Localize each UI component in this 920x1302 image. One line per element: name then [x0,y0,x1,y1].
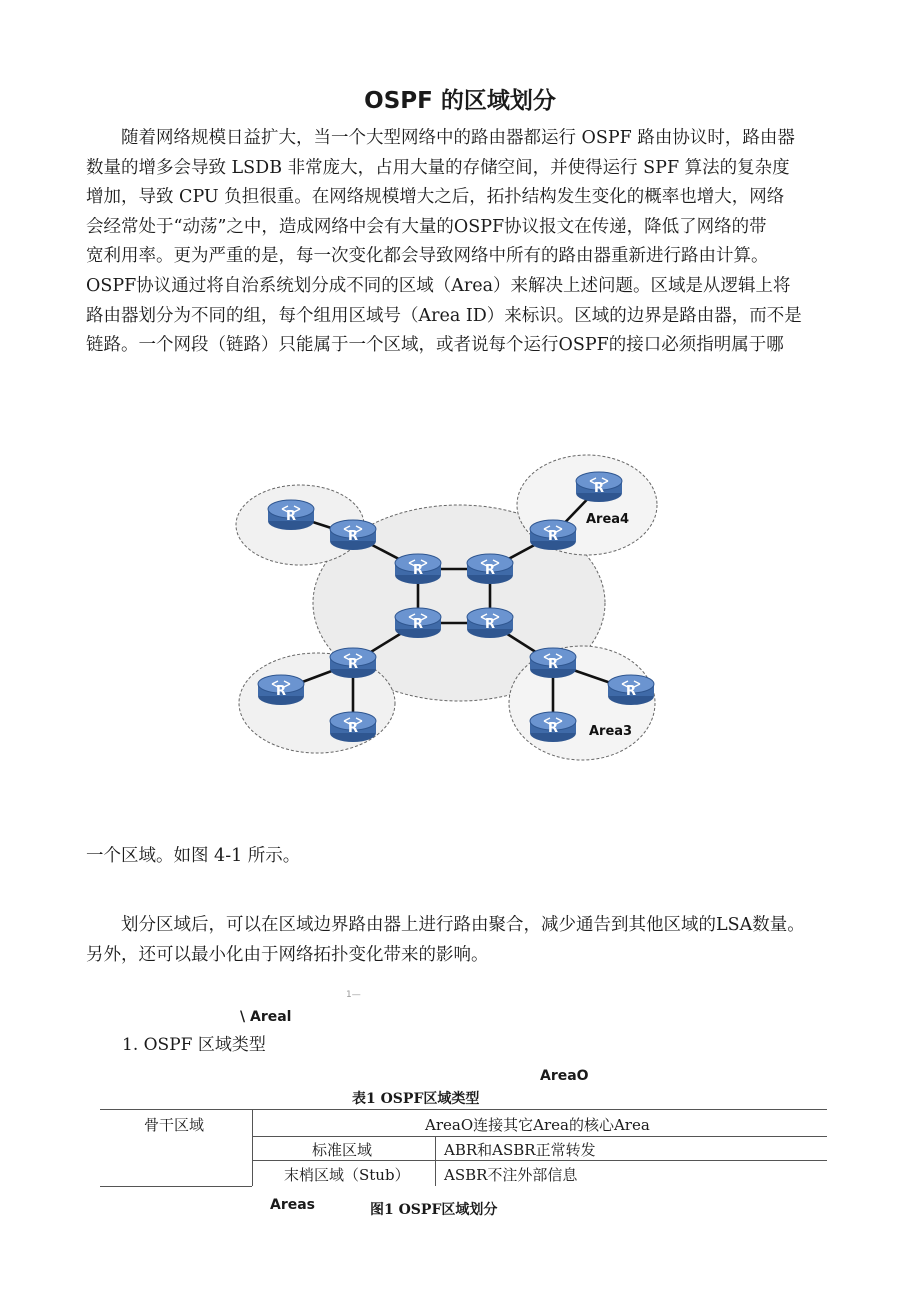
svg-text:R: R [547,657,559,672]
svg-text:R: R [547,721,559,736]
page-title: OSPF 的区域划分 [364,88,556,114]
table-cell: AreaO连接其它Area的核心Area [425,1116,650,1134]
router-icon [330,712,376,742]
table-cell: 末梢区域（Stub） [284,1166,410,1184]
area4-label: Area4 [586,512,630,527]
router-icon [395,608,441,638]
svg-text:R: R [412,563,424,578]
svg-text:R: R [484,617,496,632]
ospf-area-diagram [225,445,675,765]
router-icon [530,520,576,550]
svg-text:R: R [547,529,559,544]
router-icon [530,712,576,742]
second-paragraph [86,911,846,970]
intro-line: 数量的增多会导致 LSDB 非常庞大，占用大量的存储空间，并使得运行 SPF 算法的复杂度 [86,157,790,178]
intro-line: OSPF协议通过将自治系统划分成不同的区域（Area）来解决上述问题。区域是从逻辑上将 [86,275,791,296]
intro-paragraph [86,124,846,361]
intro-line: 增加，导致 CPU 负担很重。在网络规模增大之后，拓扑结构发生变化的概率也增大，网络 [86,187,785,208]
router-icon [258,675,304,705]
svg-text:R: R [275,684,287,699]
router-icon [467,608,513,638]
figure-caption: 图1 OSPF区域划分 [370,1202,498,1218]
svg-text:R: R [347,721,359,736]
area3-label: Area3 [589,724,633,739]
svg-text:R: R [285,509,297,524]
svg-text:R: R [347,529,359,544]
intro-line: 会经常处于“动荡”之中，造成网络中会有大量的OSPF协议报文在传递，降低了网络的带 [86,216,767,237]
table-cell: ABR和ASBR正常转发 [444,1141,596,1159]
router-icon [395,554,441,584]
svg-text:R: R [593,481,605,496]
svg-text:R: R [484,563,496,578]
router-icon [330,648,376,678]
intro-line: 链路。一个网段（链路）只能属于一个区域，或者说每个运行OSPF的接口必须指明属于哪 [86,335,784,356]
intro-line: 随着网络规模日益扩大，当一个大型网络中的路由器都运行 OSPF 路由协议时，路由器 [86,128,795,148]
svg-text:R: R [347,657,359,672]
router-icon [268,500,314,530]
router-icon [576,472,622,502]
para2-line: 另外，还可以最小化由于网络拓扑变化带来的影响。 [86,944,489,965]
table-caption: 表1 OSPF区域类型 [352,1091,480,1107]
areas-label: Areas [270,1197,316,1213]
stray-mark: 1— [346,990,361,1000]
continuation-line: 一个区域。如图 4-1 所示。 [86,846,301,866]
table-cell: ASBR不注外部信息 [444,1166,578,1184]
intro-line: 路由器划分为不同的组，每个组用区域号（Area ID）来标识。区域的边界是路由器，而不是 [86,305,802,326]
router-icon [530,648,576,678]
svg-text:R: R [625,684,637,699]
router-icon [467,554,513,584]
router-icon [330,520,376,550]
intro-line: 宽利用率。更为严重的是，每一次变化都会导致网络中所有的路由器重新进行路由计算。 [86,246,769,267]
svg-text:R: R [412,617,424,632]
para2-line: 划分区域后，可以在区域边界路由器上进行路由聚合，减少通告到其他区域的LSA数量。 [86,915,805,935]
router-icon [608,675,654,705]
area0-label: AreaO [540,1068,589,1084]
area1-label: \ Areal [240,1009,292,1025]
table-cell: 骨干区域 [144,1116,205,1134]
section-heading: 1. OSPF 区域类型 [122,1035,266,1055]
table-cell: 标准区域 [312,1141,373,1159]
continuation-text [86,842,846,872]
